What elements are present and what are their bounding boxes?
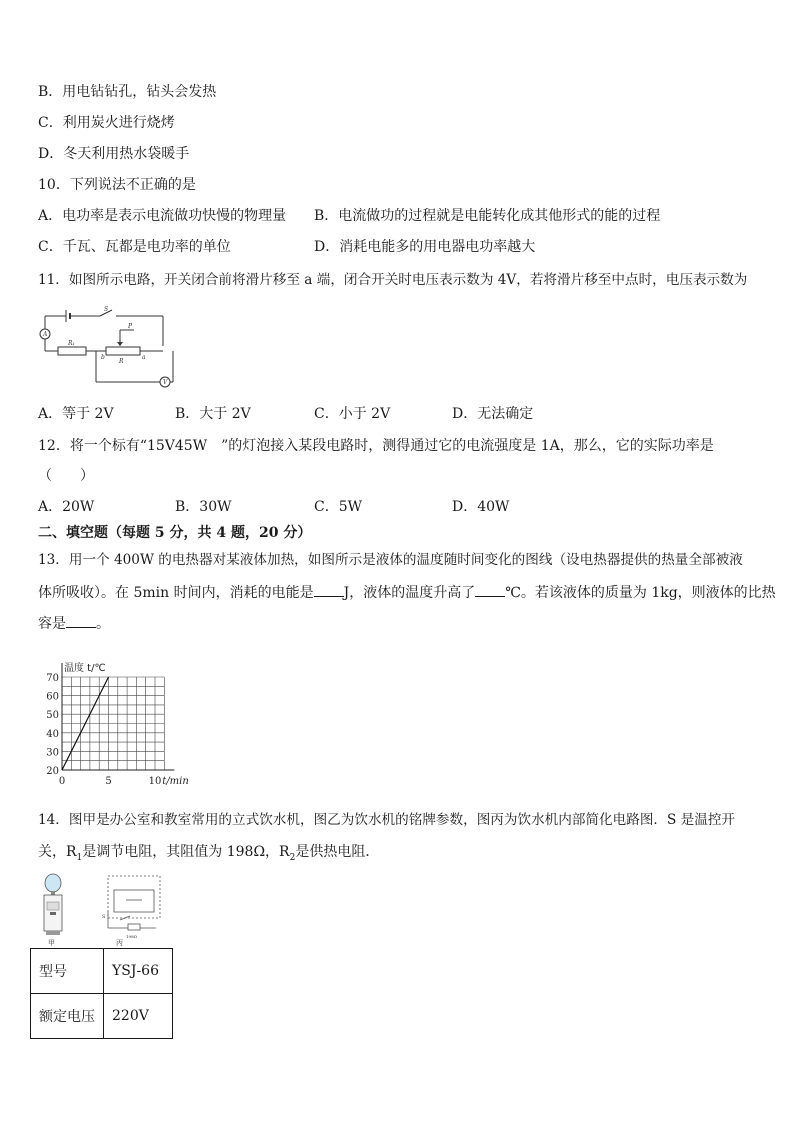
q12-option-b: B．30W [175, 499, 232, 515]
water-dispenser-icon [38, 872, 68, 946]
x-tick-label: 10 [148, 776, 162, 787]
table-row [31, 949, 173, 994]
end-b-label: b [101, 354, 105, 361]
dispenser-circuit-diagram [100, 872, 162, 946]
q9-option-b: B．用电钻钻孔，钻头会发热 [38, 84, 217, 100]
table-value: 220V [104, 994, 173, 1039]
y-axis-label: 温度 t/℃ [64, 663, 106, 674]
q10-option-b: B．电流做功的过程就是电能转化成其他形式的能的过程 [314, 208, 661, 224]
table-row [31, 994, 173, 1039]
switch-s-label: S [102, 914, 106, 920]
q11-option-b: B．大于 2V [175, 406, 251, 422]
q13-temperature-chart [36, 646, 206, 792]
q12-option-a: A．20W [38, 499, 95, 515]
q11-option-c: C．小于 2V [314, 406, 391, 422]
q13-line3-a: 容是 [38, 616, 66, 632]
q13-blank-energy [314, 582, 344, 597]
end-a-label: a [142, 354, 146, 361]
section-heading: 二、填空题（每题 5 分，共 4 题，20 分） [38, 525, 312, 541]
q14-line2-c: 是供热电阻． [295, 844, 380, 860]
q13-line2-a: 体所吸收）。在 5min 时间内，消耗的电能是 [38, 585, 314, 601]
q14-figure-jia [38, 872, 68, 946]
q13-line1: 13．用一个 400W 的电热器对某液体加热，如图所示是液体的温度随时间变化的图线（设电热器提供的热量全部被液 [38, 552, 743, 568]
y-tick-label: 70 [46, 673, 59, 684]
chart-svg [36, 646, 206, 792]
q13-blank-temperature [475, 582, 505, 597]
q13-line2 [38, 582, 776, 603]
resistor-r1 [58, 347, 86, 355]
rheostat-r-label: R [119, 358, 124, 365]
q11-stem: 11．如图所示电路，开关闭合前将滑片移至 a 端，闭合开关时电压表示数为 4V，若将滑片移至中点时，电压表示数为 [38, 272, 748, 288]
q11-option-a: A．等于 2V [38, 406, 114, 422]
q11-option-d: D．无法确定 [452, 406, 534, 422]
q10-option-d: D．消耗电能多的用电器电功率越大 [314, 239, 536, 255]
voltmeter-label: V [163, 379, 168, 386]
q14-line1: 14．图甲是办公室和教室常用的立式饮水机，图乙为饮水机的铭牌参数，图丙为饮水机内部简化电路图．S 是温控开 [38, 812, 736, 828]
q14-line2-a: 关，R [38, 844, 77, 860]
x-tick-label: 5 [105, 776, 112, 787]
switch-label: S [104, 306, 109, 313]
q12-option-c: C．5W [314, 499, 363, 515]
nameplate-table [30, 948, 173, 1039]
y-tick-label: 30 [46, 747, 59, 759]
slider-arrow [117, 342, 123, 346]
q9-option-d: D．冬天利用热水袋暖手 [38, 146, 190, 162]
y-tick-label: 40 [46, 728, 59, 740]
resistor-198-label: 198Ω [126, 934, 137, 939]
r1-label: R₁ [68, 340, 75, 347]
label-jia: 甲 [48, 939, 55, 946]
q10-option-a: A．电功率是表示电流做功快慢的物理量 [38, 208, 287, 224]
q11-circuit-diagram [38, 302, 174, 394]
q13-line3-b: 。 [96, 616, 110, 632]
y-tick-label: 20 [46, 766, 59, 777]
rheostat [106, 347, 140, 355]
table-key: 型号 [31, 949, 104, 994]
q12-stem: 12．将一个标有“15V45W ”的灯泡接入某段电路时，测得通过它的电流强度是 1A，那么，它的实际功率是 [38, 438, 714, 454]
q10-stem: 10．下列说法不正确的是 [38, 177, 196, 193]
circuit-svg [38, 302, 174, 394]
q9-option-c: C．利用炭火进行烧烤 [38, 115, 175, 131]
q14-line2 [38, 842, 379, 868]
q13-line2-b: J，液体的温度升高了 [343, 585, 476, 601]
slider-p-label: P [128, 323, 133, 330]
q13-line3 [38, 613, 110, 634]
table-value: YSJ-66 [104, 949, 173, 994]
y-tick-label: 50 [46, 710, 59, 722]
q10-option-c: C．千瓦、瓦都是电功率的单位 [38, 239, 231, 255]
q12-option-d: D．40W [452, 499, 510, 515]
label-bing: 丙 [116, 939, 123, 946]
ammeter-label: A [43, 331, 48, 338]
q13-line2-c: ℃。若该液体的质量为 1kg，则液体的比热 [505, 585, 776, 601]
q14-line2-b: 是调节电阻，其阻值为 198Ω，R [82, 844, 290, 860]
q13-blank-heat-capacity [66, 613, 96, 628]
r1-subscript: 1 [76, 852, 83, 863]
table-key: 额定电压 [31, 994, 104, 1039]
q12-answer-paren: （ ） [38, 468, 94, 484]
r2-subscript: 2 [289, 852, 296, 863]
y-tick-label: 60 [46, 691, 59, 703]
q14-figure-bing [100, 872, 162, 946]
x-axis-label: t/min [162, 776, 189, 787]
x-tick-label: 0 [58, 776, 66, 787]
